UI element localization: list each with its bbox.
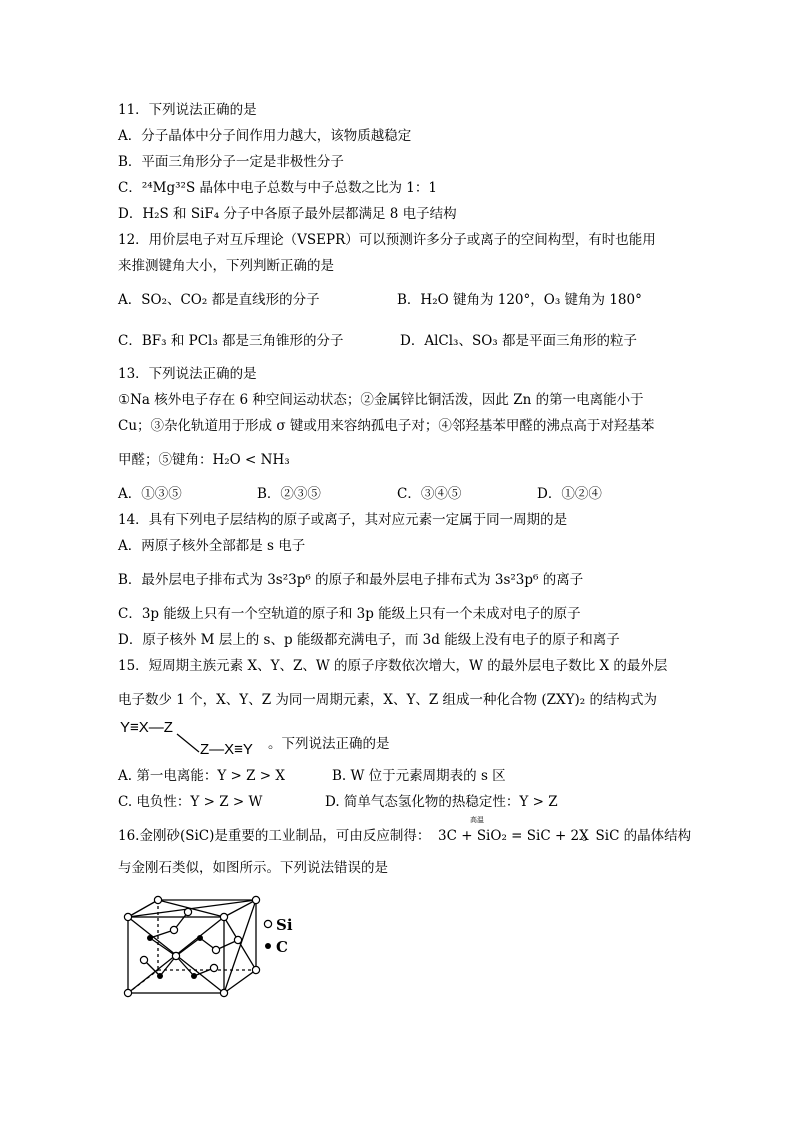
q14-option-d: D．原子核外 M 层上的 s、p 能级都充满电子，而 3d 能级上没有电子的原子和离子 <box>118 632 620 648</box>
q14-option-c: C．3p 能级上只有一个空轨道的原子和 3p 能级上只有一个未成对电子的原子 <box>118 606 581 622</box>
q15-structure-top: Y≡X—Z <box>120 719 173 736</box>
q13-option-b: B．②③⑤ <box>257 486 321 502</box>
q11-option-b: B．平面三角形分子一定是非极性分子 <box>118 154 344 170</box>
q12-option-b: B．H₂O 键角为 120°，O₃ 键角为 180° <box>397 292 642 308</box>
q13-stem: 13．下列说法正确的是 <box>118 366 257 382</box>
q14-stem: 14．具有下列电子层结构的原子或离子，其对应元素一定属于同一周期的是 <box>118 512 568 528</box>
q13-statement-line3: 甲醛；⑤键角：H₂O < NH₃ <box>118 452 290 468</box>
q11-option-c: C．²⁴Mg³²S 晶体中电子总数与中子总数之比为 1：1 <box>118 180 437 196</box>
q11-stem: 11．下列说法正确的是 <box>118 102 257 118</box>
q13-option-d: D．①②④ <box>537 486 602 502</box>
q13-statement-line2: Cu；③杂化轨道用于形成 σ 键或用来容纳孤电子对；④邻羟基苯甲醛的沸点高于对羟基苯 <box>118 418 655 434</box>
q16-reaction-condition: 高温 <box>470 816 484 824</box>
q12-option-a: A．SO₂、CO₂ 都是直线形的分子 <box>118 292 320 308</box>
q11-option-a: A．分子晶体中分子间作用力越大，该物质越稳定 <box>118 128 412 144</box>
q15-option-b: B. W 位于元素周期表的 s 区 <box>332 768 506 784</box>
q15-option-d: D. 简单气态氢化物的热稳定性：Y > Z <box>325 794 558 810</box>
q12-stem-line1: 12．用价层电子对互斥理论（VSEPR）可以预测许多分子或离子的空间构型，有时也能用 <box>118 232 656 248</box>
sic-crystal-structure-figure <box>118 890 318 1002</box>
q15-structure-bottom: Z—X≡Y <box>200 741 253 758</box>
q15-stem-line1: 15．短周期主族元素 X、Y、Z、W 的原子序数依次增大，W 的最外层电子数比 X 的最外层 <box>118 658 668 674</box>
q13-statement-line1: ①Na 核外电子存在 6 种空间运动状态；②金属锌比铜活泼，因此 Zn 的第一电离能小于 <box>118 392 644 408</box>
q16-equation: 3C + SiO₂ = SiC + 2X <box>438 828 589 844</box>
q14-option-b: B．最外层电子排布式为 3s²3p⁶ 的原子和最外层电子排布式为 3s²3p⁶ 的离子 <box>118 572 584 588</box>
q15-option-a: A. 第一电离能：Y > Z > X <box>118 768 286 784</box>
q11-option-d: D．H₂S 和 SiF₄ 分子中各原子最外层都满足 8 电子结构 <box>118 206 457 222</box>
legend-si-marker <box>264 920 271 927</box>
q16-stem-line1b: 。SiC 的晶体结构 <box>582 828 692 844</box>
legend-si-label: Si <box>276 916 293 934</box>
q13-option-a: A．①③⑤ <box>118 486 182 502</box>
q15-stem-line2: 电子数少 1 个，X、Y、Z 为同一周期元素，X、Y、Z 组成一种化合物 (ZXY)₂ 的结构式为 <box>118 692 657 708</box>
q16-stem-line2: 与金刚石类似，如图所示。下列说法错误的是 <box>118 860 388 876</box>
q15-stem-tail: 。下列说法正确的是 <box>268 736 390 752</box>
q12-option-c: C．BF₃ 和 PCl₃ 都是三角锥形的分子 <box>118 333 344 349</box>
q16-stem-line1a: 16.金刚砂(SiC)是重要的工业制品，可由反应制得： <box>118 828 431 844</box>
legend-c-label: C <box>276 938 288 956</box>
q12-option-d: D．AlCl₃、SO₃ 都是平面三角形的粒子 <box>400 333 637 349</box>
q12-stem-line2: 来推测键角大小，下列判断正确的是 <box>118 258 334 274</box>
q13-option-c: C．③④⑤ <box>397 486 462 502</box>
q15-option-c: C. 电负性：Y > Z > W <box>118 794 263 810</box>
legend-c-marker <box>265 943 271 949</box>
q14-option-a: A．两原子核外全部都是 s 电子 <box>118 538 306 554</box>
